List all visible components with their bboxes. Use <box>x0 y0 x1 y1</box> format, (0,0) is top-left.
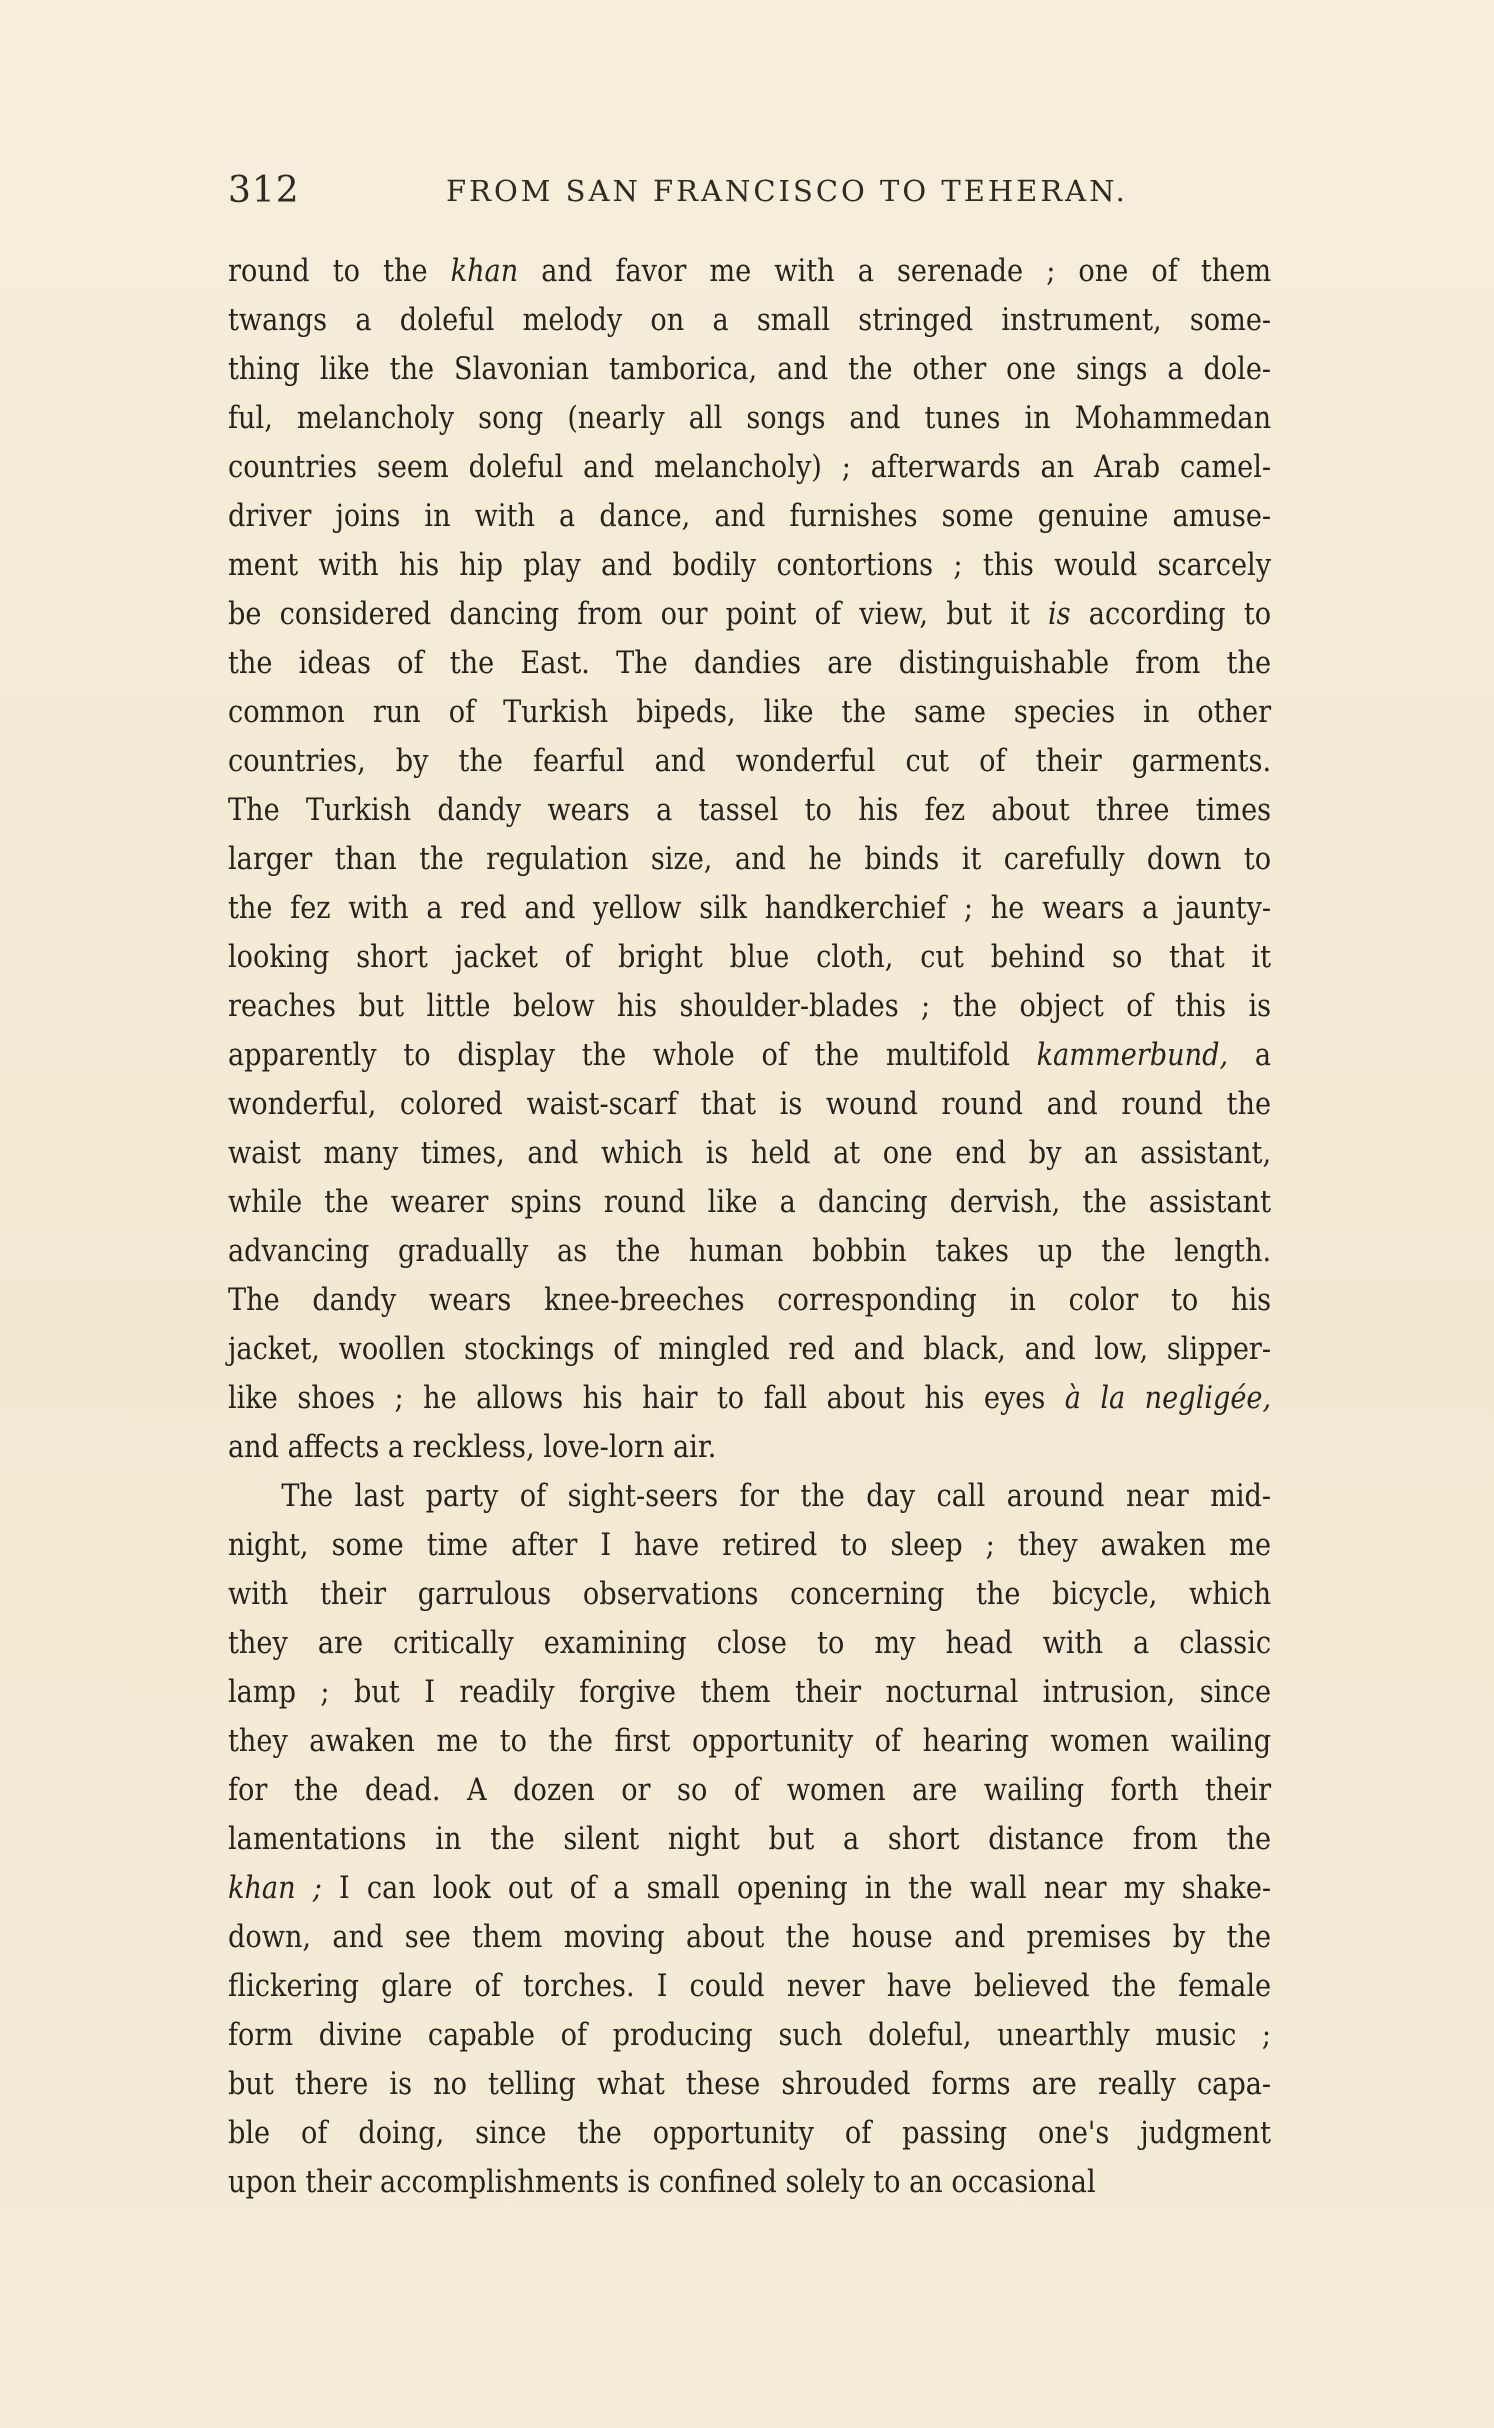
text-line <box>228 1276 1271 1325</box>
text-line <box>228 1374 1271 1423</box>
text-segment: lamp ; but I readily forgive them their nocturnal intrusion, since <box>228 1675 1272 1710</box>
text-line <box>228 296 1271 345</box>
text-segment: reaches but little below his shoulder-blades ; the object of this is <box>228 989 1272 1024</box>
text-segment: the fez with a red and yellow silk handkerchief ; he wears a jaunty- <box>228 891 1272 926</box>
text-line <box>228 884 1271 933</box>
text-line <box>228 247 1271 296</box>
text-segment: be considered dancing from our point of view, but it <box>228 597 1048 632</box>
text-segment: jacket, woollen stockings of mingled red and black, and low, slipper- <box>228 1332 1272 1367</box>
text-line <box>228 1472 1271 1521</box>
text-segment: The dandy wears knee-breeches corresponding in color to his <box>228 1283 1272 1318</box>
text-segment: round to the <box>228 254 451 289</box>
text-line <box>228 1521 1271 1570</box>
text-segment: waist many times, and which is held at one end by an assistant, <box>228 1136 1272 1171</box>
text-segment: advancing gradually as the human bobbin takes up the length. <box>228 1234 1272 1269</box>
text-segment: but there is no telling what these shrouded forms are really capa- <box>228 2067 1272 2102</box>
text-line <box>228 1423 1271 1472</box>
text-line <box>228 394 1271 443</box>
page-header <box>228 170 1272 220</box>
text-line <box>228 737 1271 786</box>
text-line <box>228 345 1271 394</box>
text-segment: while the wearer spins round like a dancing dervish, the assistant <box>228 1185 1272 1220</box>
text-segment: ment with his hip play and bodily contortions ; this would scarcely <box>228 548 1272 583</box>
text-line <box>228 443 1271 492</box>
text-line <box>228 590 1271 639</box>
text-line <box>228 1227 1271 1276</box>
text-segment: countries, by the fearful and wonderful cut of their garments. <box>228 744 1272 779</box>
italic-text: kammerbund, <box>1036 1038 1229 1073</box>
text-segment: down, and see them moving about the house and premises by the <box>228 1920 1272 1955</box>
text-line <box>228 1815 1271 1864</box>
text-line <box>228 1080 1271 1129</box>
text-segment: twangs a doleful melody on a small stringed instrument, some- <box>228 303 1272 338</box>
text-segment: driver joins in with a dance, and furnishes some genuine amuse- <box>228 499 1272 534</box>
text-segment: apparently to display the whole of the multifold <box>228 1038 1037 1073</box>
text-line <box>228 1619 1271 1668</box>
text-line <box>228 2158 1271 2207</box>
page-number: 312 <box>228 170 300 211</box>
text-segment: and favor me with a serenade ; one of them <box>518 254 1272 289</box>
text-segment: form divine capable of producing such doleful, unearthly music ; <box>228 2018 1272 2053</box>
text-segment: according to <box>1070 597 1272 632</box>
text-segment: night, some time after I have retired to sleep ; they awaken me <box>228 1528 1272 1563</box>
text-segment: I can look out of a small opening in the wall near my shake- <box>321 1871 1272 1906</box>
text-segment: with their garrulous observations concerning the bicycle, which <box>228 1577 1272 1612</box>
text-segment: thing like the Slavonian tamborica, and the other one sings a dole- <box>228 352 1272 387</box>
italic-text: is <box>1047 597 1071 632</box>
text-line <box>228 2011 1271 2060</box>
italic-text: à la negligée, <box>1064 1381 1272 1416</box>
text-segment: and affects a reckless, love-lorn air. <box>228 1430 717 1465</box>
text-line <box>228 1717 1271 1766</box>
text-segment: ble of doing, since the opportunity of passing one's judgment <box>228 2116 1272 2151</box>
text-segment: countries seem doleful and melancholy) ; afterwards an Arab camel- <box>228 450 1272 485</box>
text-segment: flickering glare of torches. I could never have believed the female <box>228 1969 1272 2004</box>
text-line <box>228 1766 1271 1815</box>
text-line <box>228 933 1271 982</box>
text-segment: for the dead. A dozen or so of women are wailing forth their <box>228 1773 1272 1808</box>
text-line <box>228 2060 1271 2109</box>
text-line <box>228 1178 1271 1227</box>
italic-text: khan ; <box>228 1871 322 1906</box>
text-segment: wonderful, colored waist-scarf that is wound round and round the <box>228 1087 1272 1122</box>
text-line <box>228 835 1271 884</box>
text-line <box>228 639 1271 688</box>
text-line <box>228 786 1271 835</box>
text-segment: a <box>1228 1038 1272 1073</box>
text-line <box>228 1129 1271 1178</box>
text-line <box>228 982 1271 1031</box>
text-segment: lamentations in the silent night but a short distance from the <box>228 1822 1272 1857</box>
text-segment: The last party of sight-seers for the day call around near mid- <box>281 1479 1272 1514</box>
text-line <box>228 1031 1271 1080</box>
text-line <box>228 1668 1271 1717</box>
text-line <box>228 2109 1271 2158</box>
text-segment: the ideas of the East. The dandies are distinguishable from the <box>228 646 1272 681</box>
body-text <box>228 247 1271 2207</box>
text-line <box>228 1325 1271 1374</box>
italic-text: khan <box>450 254 519 289</box>
running-title: FROM SAN FRANCISCO TO TEHERAN. <box>446 174 1128 208</box>
text-line <box>228 492 1271 541</box>
text-line <box>228 1570 1271 1619</box>
text-segment: common run of Turkish bipeds, like the same species in other <box>228 695 1272 730</box>
text-line <box>228 1864 1271 1913</box>
text-segment: like shoes ; he allows his hair to fall about his eyes <box>228 1381 1065 1416</box>
text-line <box>228 688 1271 737</box>
text-segment: they awaken me to the first opportunity of hearing women wailing <box>228 1724 1272 1759</box>
text-segment: ful, melancholy song (nearly all songs and tunes in Mohammedan <box>228 401 1272 436</box>
text-segment: The Turkish dandy wears a tassel to his fez about three times <box>228 793 1272 828</box>
text-segment: larger than the regulation size, and he binds it carefully down to <box>228 842 1272 877</box>
text-line <box>228 541 1271 590</box>
text-line <box>228 1962 1271 2011</box>
text-line <box>228 1913 1271 1962</box>
text-segment: they are critically examining close to my head with a classic <box>228 1626 1272 1661</box>
text-segment: upon their accomplishments is confined solely to an occasional <box>228 2165 1096 2200</box>
text-segment: looking short jacket of bright blue cloth, cut behind so that it <box>228 940 1272 975</box>
